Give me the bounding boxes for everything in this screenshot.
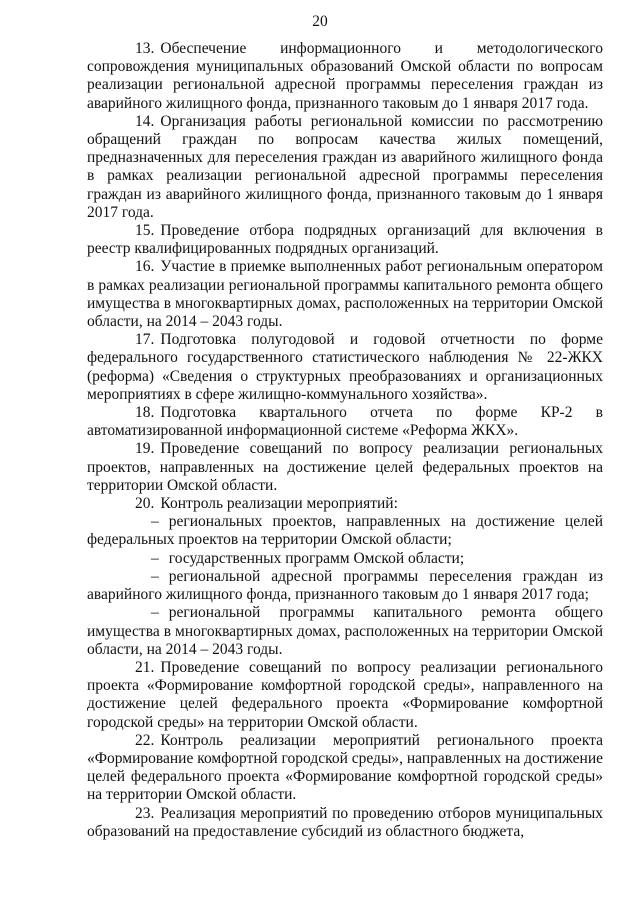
list-item [87,550,603,568]
paragraph-22 [87,732,603,805]
paragraph-text: Реализация мероприятий по проведению отборов муниципальных образований на предоставление субсидий из областного бюджета, [87,804,603,840]
paragraph-text: Подготовка полугодовой и годовой отчетности по форме федерального государственного статистического наблюдения № 22-ЖКХ (реформа) «Сведения о структурных преобразованиях и организационных мероприятиях в сфере жилищно-коммунального хозяйства». [87,331,603,403]
paragraph-number: 18. [135,404,155,422]
paragraph-13 [87,40,603,113]
list-item-text: региональной программы капитального ремонта общего имущества в многоквартирных домах, расположенных на территории Омской области, на 2014 – 2043 годы. [87,604,603,658]
paragraph-text: Проведение совещаний по вопросу реализации регионального проекта «Формирование комфортной городской среды», направленного на достижение целей федерального проекта «Формирование комфортной городской среды» на территории Омской области. [87,658,603,731]
paragraph-number: 13. [135,40,155,57]
paragraph-number: 14. [135,112,155,130]
paragraph-number: 15. [135,222,155,240]
paragraph-text: Подготовка квартального отчета по форме КР-2 в автоматизированной информационной системе «Реформа ЖКХ». [87,404,603,440]
paragraph-16 [87,258,603,331]
dash-marker: – [151,567,159,585]
paragraph-text: Участие в приемке выполненных работ региональным оператором в рамках реализации региональной программы капитального ремонта общего имущества в многоквартирных домах, расположенных на территории Омской области, на 2014 – 2043 годы. [87,258,603,331]
paragraph-14 [87,113,603,222]
page-number: 20 [312,13,328,30]
list-item [87,568,603,604]
paragraph-text: Организация работы региональной комиссии по рассмотрению обращений граждан по вопросам качества жилых помещений, предназначенных для переселения граждан из аварийного жилищного фонда в рамках реализации региональной адресной программы переселения граждан из аварийного жилищного фонда, признанного таковым до 1 января 2017 года. [87,112,603,221]
list-item [87,513,603,549]
list-item-text: региональной адресной программы переселения граждан из аварийного жилищного фонда, признанного таковым до 1 января 2017 года; [87,567,603,604]
paragraph-text: Контроль реализации мероприятий регионального проекта «Формирование комфортной городской среды», направленных на достижение целей федерального проекта «Формирование комфортной городской среды» на территории Омской области. [87,731,603,804]
document-body [87,40,603,841]
dash-marker: – [151,604,159,622]
paragraph-number: 16. [135,258,155,276]
paragraph-number: 19. [135,440,155,458]
paragraph-23 [87,805,603,841]
paragraph-21 [87,659,603,732]
list-item-text: государственных программ Омской области; [168,549,465,567]
paragraph-19 [87,440,603,495]
paragraph-number: 17. [135,331,155,349]
paragraph-text: Контроль реализации мероприятий: [160,495,398,513]
paragraph-number: 21. [135,658,155,676]
paragraph-number: 23. [135,804,155,822]
paragraph-18 [87,404,603,440]
paragraph-number: 22. [135,731,155,749]
dash-marker: – [151,549,159,567]
paragraph-20 [87,495,603,513]
list-item [87,604,603,659]
paragraph-17 [87,331,603,404]
paragraph-text: Проведение совещаний по вопросу реализации региональных проектов, направленных на достижение целей федеральных проектов на территории Омской области. [87,440,603,494]
dash-marker: – [151,513,159,531]
paragraph-text: Проведение отбора подрядных организаций для включения в реестр квалифицированных подрядных организаций. [87,222,603,258]
list-item-text: региональных проектов, направленных на достижение целей федеральных проектов на территории Омской области; [87,513,603,549]
paragraph-text: Обеспечение информационного и методологического сопровождения муниципальных образований Омской области по вопросам реализации региональной адресной программы переселения граждан из аварийного жилищного фонда, признанного таковым до 1 января 2017 года. [87,40,603,112]
paragraph-number: 20. [135,495,155,513]
paragraph-15 [87,222,603,258]
